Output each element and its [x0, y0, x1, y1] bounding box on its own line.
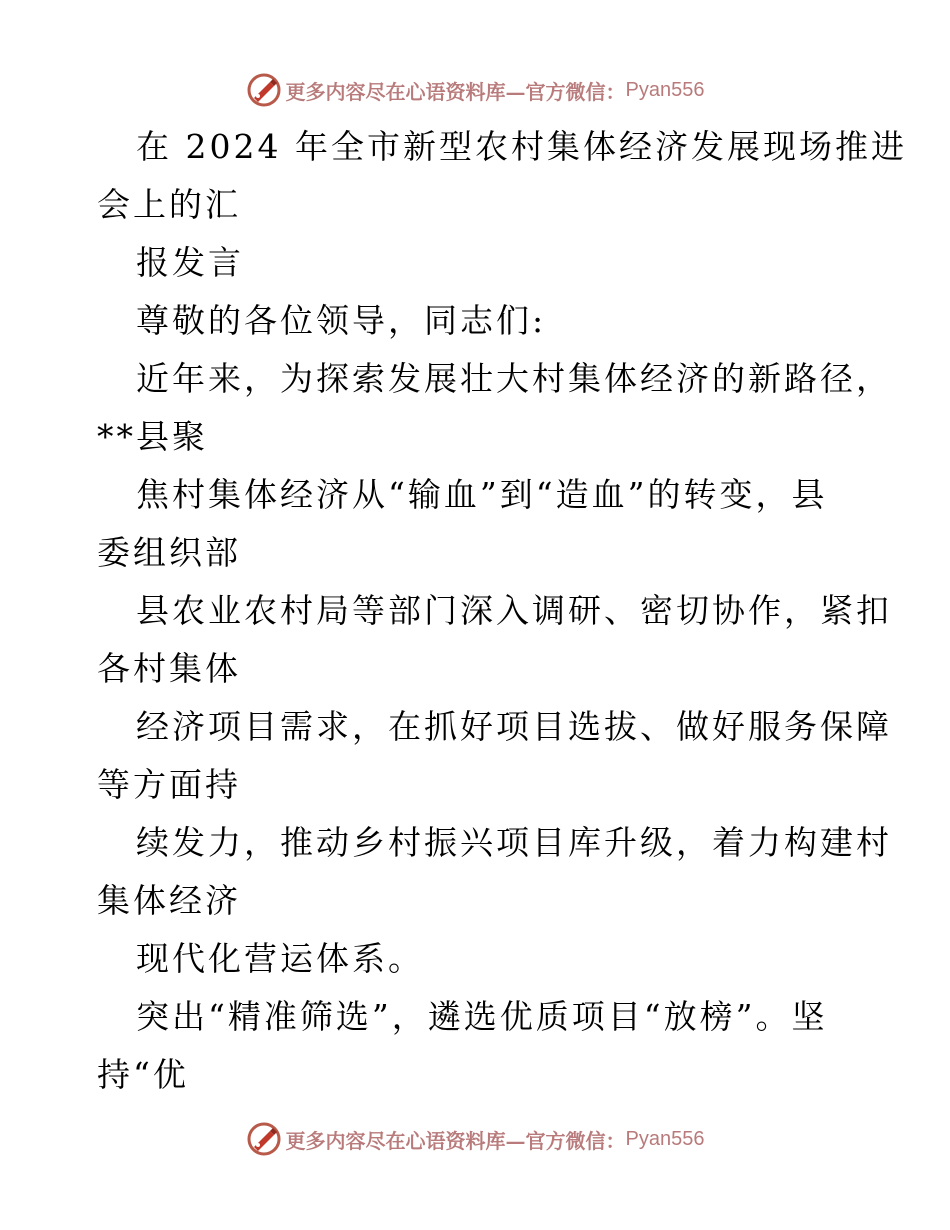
paragraph-line: 集体经济: [97, 881, 241, 920]
watermark-text: 更多内容尽在心语资料库—官方微信：: [285, 1128, 626, 1153]
watermark-text: 更多内容尽在心语资料库—官方微信：: [285, 79, 626, 104]
paragraph-line: 县农业农村局等部门深入调研、密切协作，紧扣: [136, 591, 892, 630]
paragraph-line: **县聚: [97, 417, 208, 456]
title-line-3: 报发言: [136, 243, 244, 282]
footer-watermark: [0, 1119, 950, 1159]
paragraph-line: 委组织部: [97, 533, 241, 572]
title-line-1: 在 2024 年全市新型农村集体经济发展现场推进: [136, 127, 907, 166]
header-watermark: [0, 70, 950, 110]
pen-logo-icon: [246, 1121, 282, 1157]
paragraph-line: 焦村集体经济从“输血”到“造血”的转变，县: [136, 475, 828, 514]
watermark-wechat-id: Pyan556: [625, 1127, 705, 1150]
paragraph-line: 等方面持: [97, 765, 241, 804]
paragraph-line: 突出“精准筛选”，遴选优质项目“放榜”。坚: [136, 997, 828, 1036]
document-body: [97, 118, 907, 1104]
paragraph-line: 续发力，推动乡村振兴项目库升级，着力构建村: [136, 823, 892, 862]
paragraph-line: 经济项目需求，在抓好项目选拔、做好服务保障: [136, 707, 892, 746]
paragraph-line: 现代化营运体系。: [136, 939, 424, 978]
paragraph-line: 各村集体: [97, 649, 241, 688]
paragraph-line: 近年来，为探索发展壮大村集体经济的新路径，: [136, 359, 892, 398]
watermark-wechat-id: Pyan556: [625, 78, 705, 101]
title-line-2: 会上的汇: [97, 185, 241, 224]
paragraph-line: 持“优: [97, 1055, 189, 1094]
pen-logo-icon: [246, 72, 282, 108]
salutation: 尊敬的各位领导，同志们:: [136, 301, 547, 340]
